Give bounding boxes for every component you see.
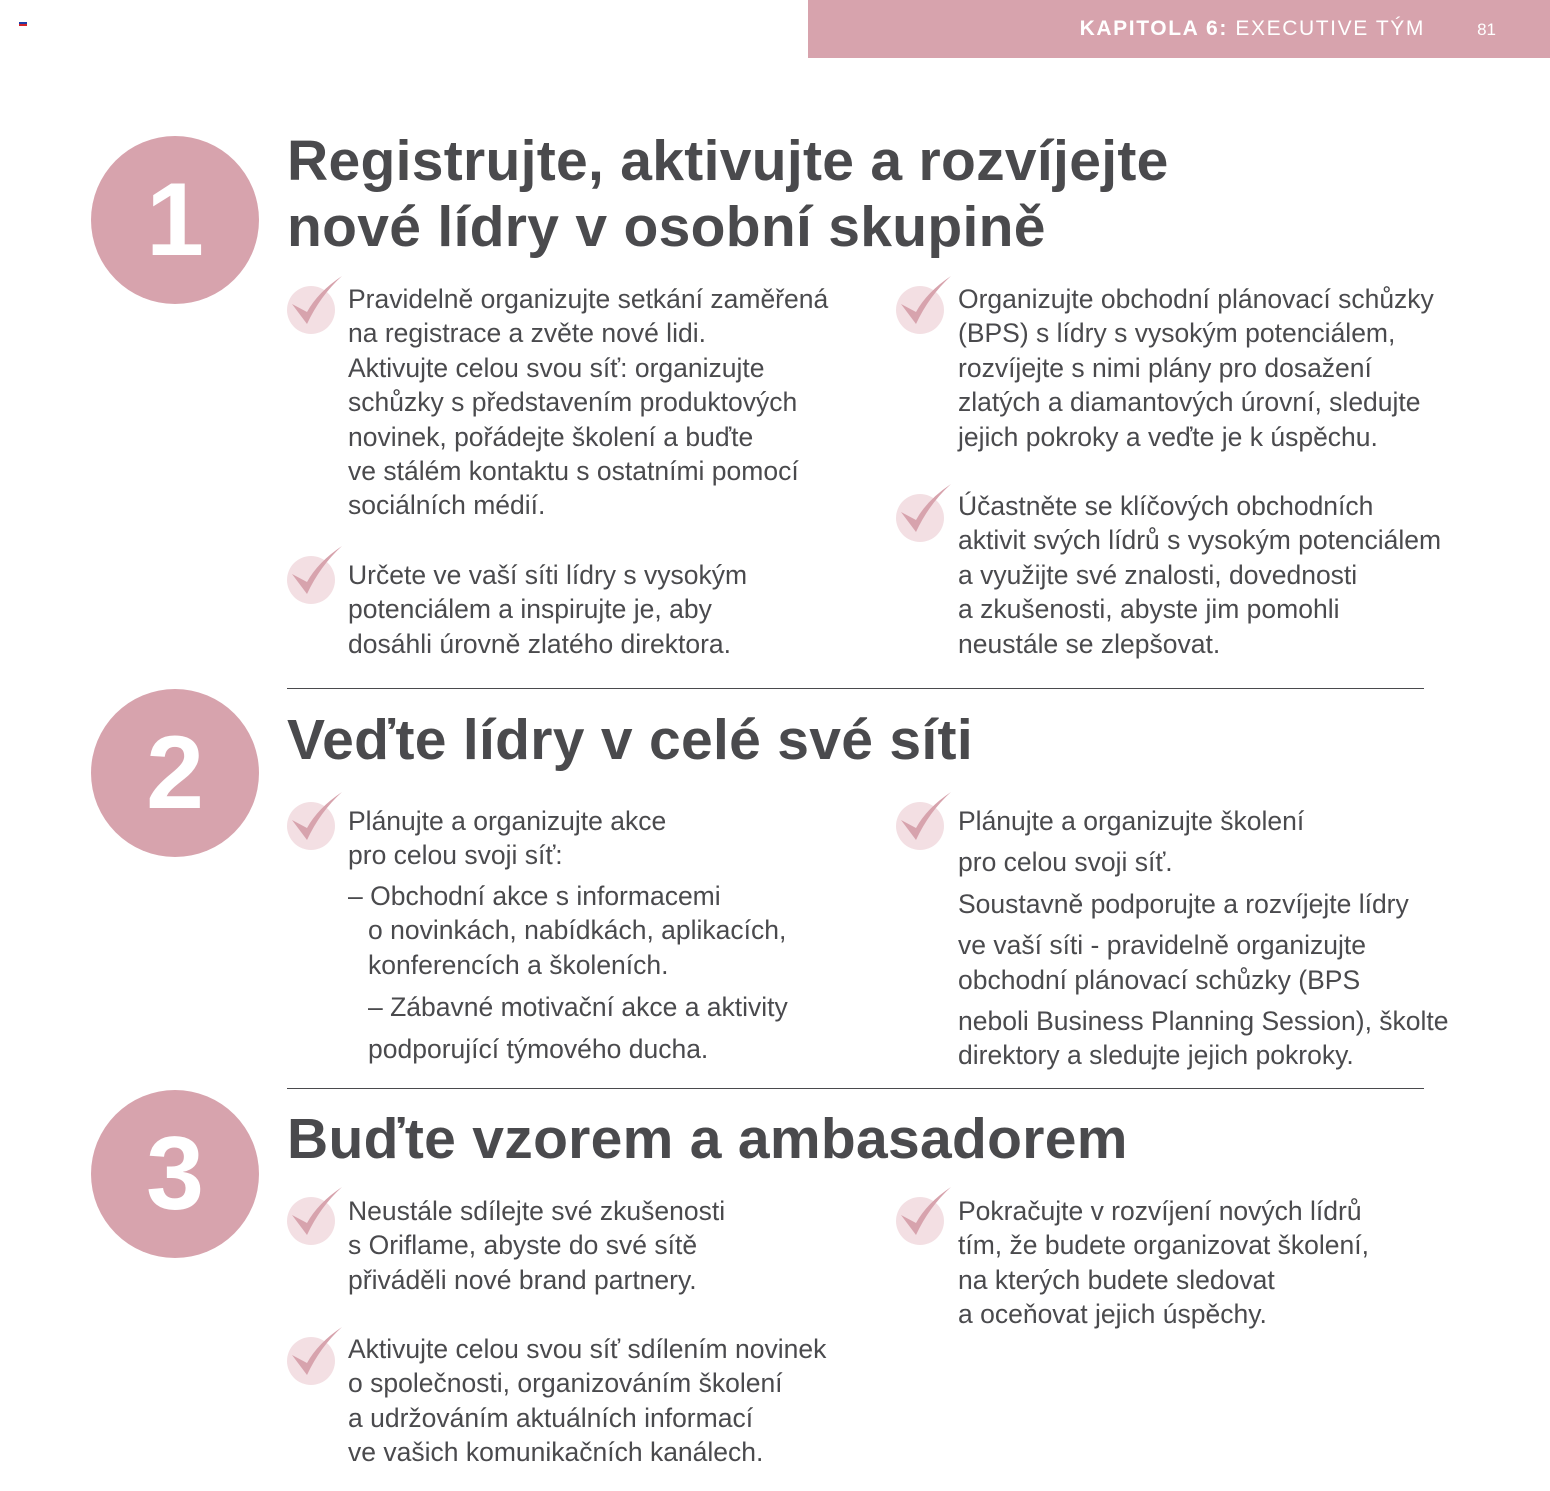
text-line: o novinkách, nabídkách, aplikacích,	[368, 915, 787, 946]
text-line: ve vašich komunikačních kanálech.	[348, 1437, 764, 1468]
text-line: přiváděli nové brand partnery.	[348, 1264, 697, 1295]
section-title-line: Veďte lídry v celé své síti	[287, 708, 973, 772]
text-line: Účastněte se klíčových obchodních	[958, 491, 1374, 521]
check-icon	[893, 480, 953, 544]
section-3-right-item-1	[958, 1194, 1369, 1332]
text-line: Určete ve vaší síti lídry s vysokým	[348, 560, 748, 590]
text-line: neustále se zlepšovat.	[958, 628, 1221, 659]
section-1-left-item-1	[348, 282, 828, 523]
section-title-line: Buďte vzorem a ambasadorem	[287, 1107, 1128, 1171]
text-line: ve stálém kontaktu s ostatními pomocí	[348, 456, 799, 487]
text-line: Organizujte obchodní plánovací schůzky	[958, 284, 1434, 314]
page-number: 81	[1477, 20, 1496, 39]
text-line: Plánujte a organizujte akce	[348, 806, 667, 836]
text-line: Aktivujte celou svou síť: organizujte	[348, 352, 765, 383]
check-icon	[284, 1183, 344, 1247]
check-icon	[284, 788, 344, 852]
text-line: na registrace a zvěte nové lidi.	[348, 318, 706, 349]
text-line: pro celou svoji síť.	[958, 847, 1173, 878]
check-icon	[893, 272, 953, 336]
section-2-number-badge: 2	[91, 689, 259, 857]
section-3-left-item-2	[348, 1332, 826, 1470]
text-line: zlatých a diamantových úrovní, sledujte	[958, 387, 1421, 418]
section-3-title	[287, 1106, 1128, 1172]
section-1-left-item-2	[348, 558, 747, 661]
section-1-right-item-2	[958, 489, 1441, 661]
text-line: konferencích a školeních.	[368, 949, 669, 980]
check-icon	[284, 1323, 344, 1387]
text-line: rozvíjejte s nimi plány pro dosažení	[958, 352, 1372, 383]
chapter-header-band	[808, 0, 1550, 58]
section-title-line: Registrujte, aktivujte a rozvíjejte	[287, 129, 1169, 193]
text-line: obchodní plánovací schůzky (BPS	[958, 964, 1361, 995]
text-line: (BPS) s lídry s vysokým potenciálem,	[958, 318, 1396, 349]
text-line: neboli Business Planning Session), školte	[958, 1006, 1449, 1037]
text-line: o společnosti, organizováním školení	[348, 1368, 783, 1399]
section-1-title	[287, 128, 1169, 260]
text-line: pro celou svoji síť:	[348, 840, 563, 871]
text-line: a oceňovat jejich úspěchy.	[958, 1299, 1267, 1330]
text-line: Plánujte a organizujte školení	[958, 806, 1305, 836]
section-3-left-item-1	[348, 1194, 725, 1297]
section-divider	[287, 688, 1424, 689]
section-2-right-item-1	[958, 804, 1449, 1073]
text-line: ve vaší síti - pravidelně organizujte	[958, 930, 1367, 961]
text-line: a udržováním aktuálních informací	[348, 1402, 754, 1433]
chapter-heading	[1080, 17, 1425, 41]
section-title-line: nové lídry v osobní skupině	[287, 195, 1046, 259]
text-line: Soustavně podporujte a rozvíjejte lídry	[958, 888, 1409, 919]
text-line: – Zábavné motivační akce a aktivity	[368, 992, 788, 1023]
flag-icon	[19, 20, 27, 26]
text-line: – Obchodní akce s informacemi	[348, 880, 721, 911]
text-line: Neustále sdílejte své zkušenosti	[348, 1196, 726, 1226]
text-line: dosáhli úrovně zlatého direktora.	[348, 628, 732, 659]
check-icon	[893, 788, 953, 852]
text-line: na kterých budete sledovat	[958, 1264, 1275, 1295]
text-line: jejich pokroky a veďte je k úspěchu.	[958, 421, 1378, 452]
section-divider	[287, 1088, 1424, 1089]
section-3-number-badge: 3	[91, 1090, 259, 1258]
text-line: potenciálem a inspirujte je, aby	[348, 594, 712, 625]
text-line: tím, že budete organizovat školení,	[958, 1230, 1369, 1261]
check-icon	[893, 1183, 953, 1247]
text-line: schůzky s představením produktových	[348, 387, 798, 418]
text-line: sociálních médií.	[348, 490, 546, 521]
section-2-title	[287, 707, 973, 773]
text-line: s Oriflame, abyste do své sítě	[348, 1230, 698, 1261]
text-line: Pravidelně organizujte setkání zaměřená	[348, 284, 829, 314]
text-line: a využijte své znalosti, dovednosti	[958, 559, 1358, 590]
text-line: Aktivujte celou svou síť sdílením novinek	[348, 1334, 827, 1364]
section-1-number-badge: 1	[91, 136, 259, 304]
text-line: direktory a sledujte jejich pokroky.	[958, 1040, 1354, 1071]
section-1-right-item-1	[958, 282, 1434, 454]
chapter-label: KAPITOLA 6:	[1079, 17, 1228, 40]
text-line: a zkušenosti, abyste jim pomohli	[958, 594, 1340, 625]
check-icon	[284, 272, 344, 336]
text-line: novinek, pořádejte školení a buďte	[348, 421, 754, 452]
check-icon	[284, 542, 344, 606]
text-line: aktivit svých lídrů s vysokým potenciálem	[958, 525, 1442, 556]
text-line: Pokračujte v rozvíjení nových lídrů	[958, 1196, 1362, 1226]
text-line: podporující týmového ducha.	[368, 1034, 709, 1065]
chapter-title: EXECUTIVE TÝM	[1235, 17, 1425, 40]
section-2-left-item-1	[348, 804, 788, 1067]
